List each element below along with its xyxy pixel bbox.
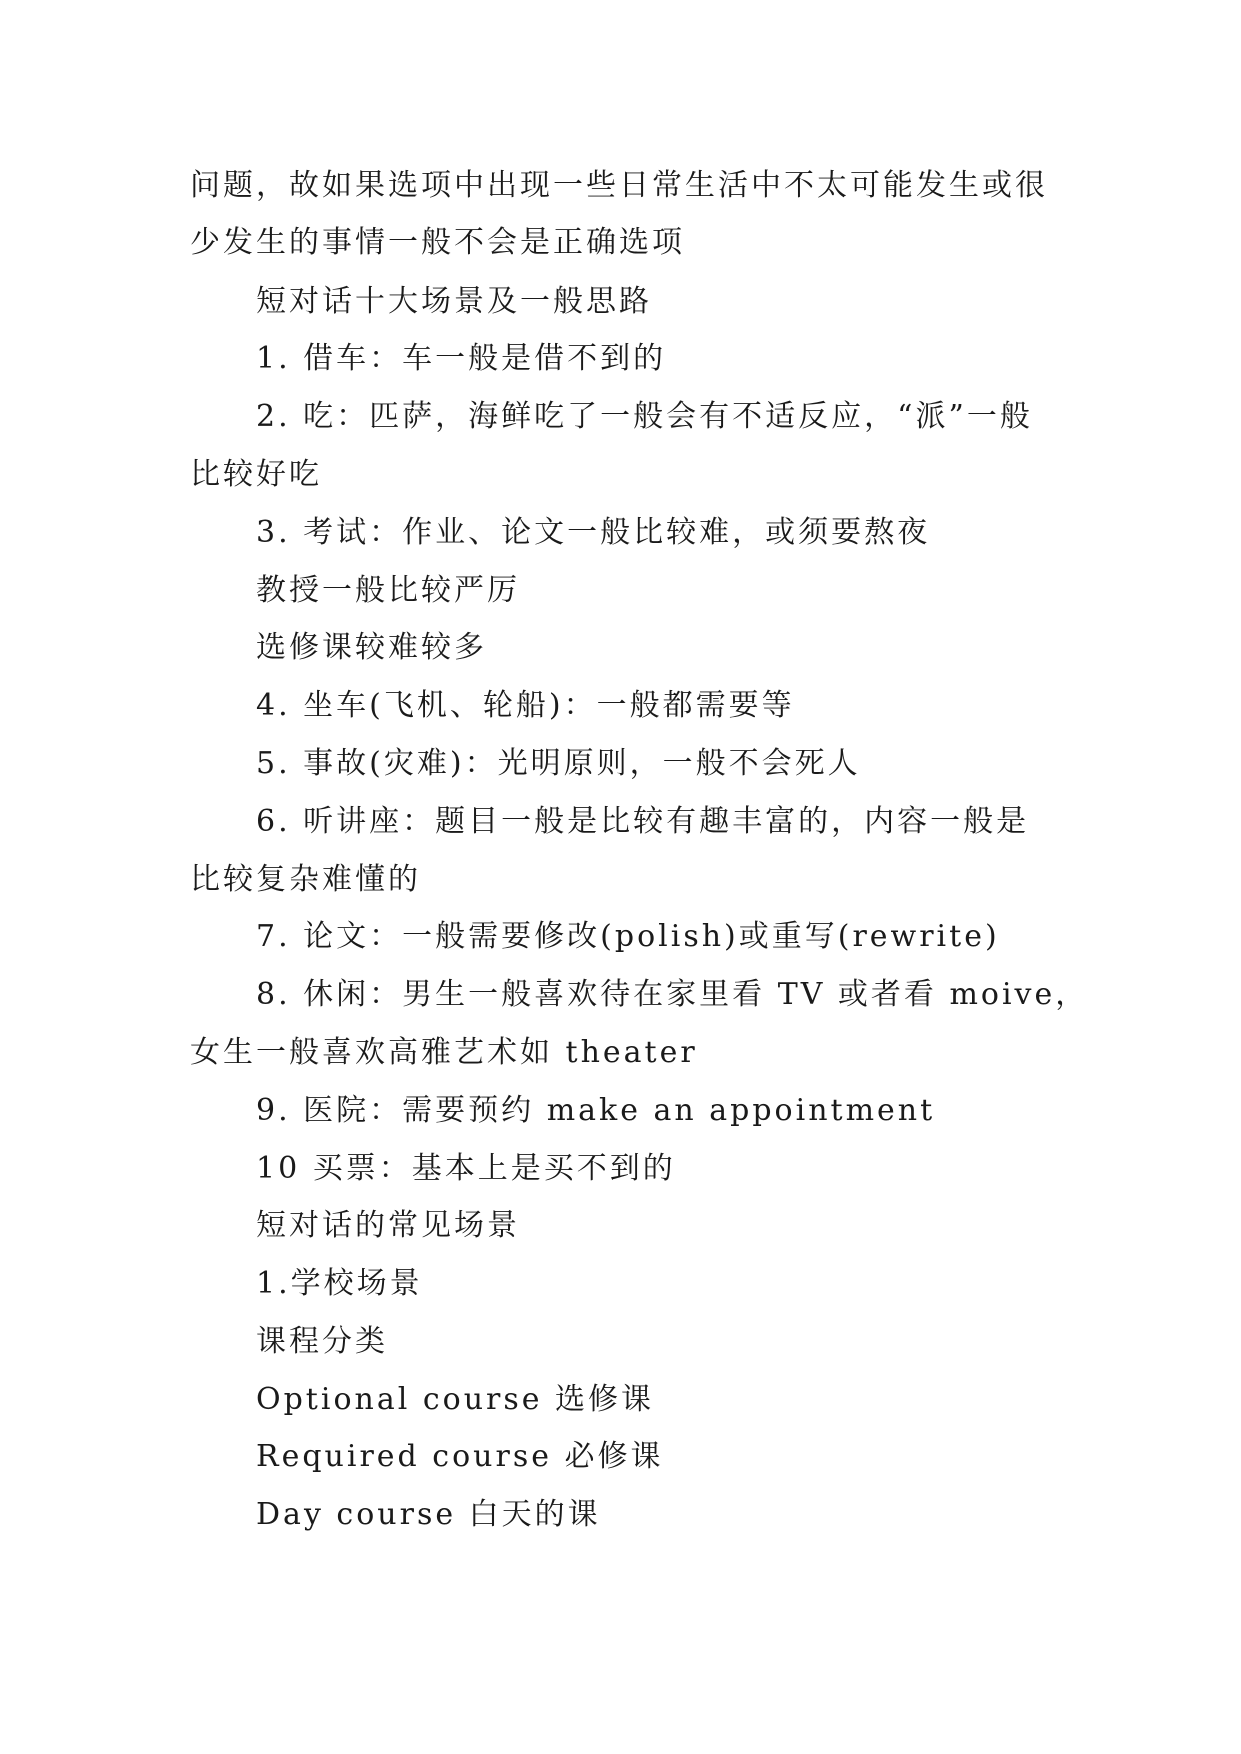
list-item: 5. 事故(灾难)：光明原则，一般不会死人 xyxy=(256,746,861,781)
list-item: 1. 借车：车一般是借不到的 xyxy=(256,341,667,376)
text-line: 比较好吃 xyxy=(190,457,322,492)
text-line: 比较复杂难懂的 xyxy=(190,862,421,897)
section-heading: 短对话的常见场景 xyxy=(256,1208,520,1243)
text-line: 女生一般喜欢高雅艺术如 theater xyxy=(190,1035,698,1070)
list-item: 7. 论文：一般需要修改(polish)或重写(rewrite) xyxy=(256,919,1000,954)
list-item: 4. 坐车(飞机、轮船)：一般都需要等 xyxy=(256,688,795,723)
text-line: 课程分类 xyxy=(256,1324,388,1359)
section-heading: 短对话十大场景及一般思路 xyxy=(256,284,652,319)
text-line: 教授一般比较严厉 xyxy=(256,573,520,608)
list-item: 6. 听讲座：题目一般是比较有趣丰富的，内容一般是 xyxy=(256,804,1030,839)
list-item: 9. 医院：需要预约 make an appointment xyxy=(256,1093,936,1128)
list-item: 8. 休闲：男生一般喜欢待在家里看 TV 或者看 moive， xyxy=(256,977,1089,1012)
list-item: 2. 吃：匹萨，海鲜吃了一般会有不适反应，“派”一般 xyxy=(256,399,1033,434)
vocab-item: Optional course 选修课 xyxy=(256,1382,655,1417)
subsection-heading: 1.学校场景 xyxy=(256,1266,423,1301)
list-item: 10 买票：基本上是买不到的 xyxy=(256,1151,676,1186)
text-line: 问题，故如果选项中出现一些日常生活中不太可能发生或很 xyxy=(190,168,1048,203)
vocab-item: Required course 必修课 xyxy=(256,1439,664,1474)
list-item: 3. 考试：作业、论文一般比较难，或须要熬夜 xyxy=(256,515,931,550)
vocab-item: Day course 白天的课 xyxy=(256,1497,601,1532)
text-line: 少发生的事情一般不会是正确选项 xyxy=(190,225,685,260)
text-line: 选修课较难较多 xyxy=(256,630,487,665)
